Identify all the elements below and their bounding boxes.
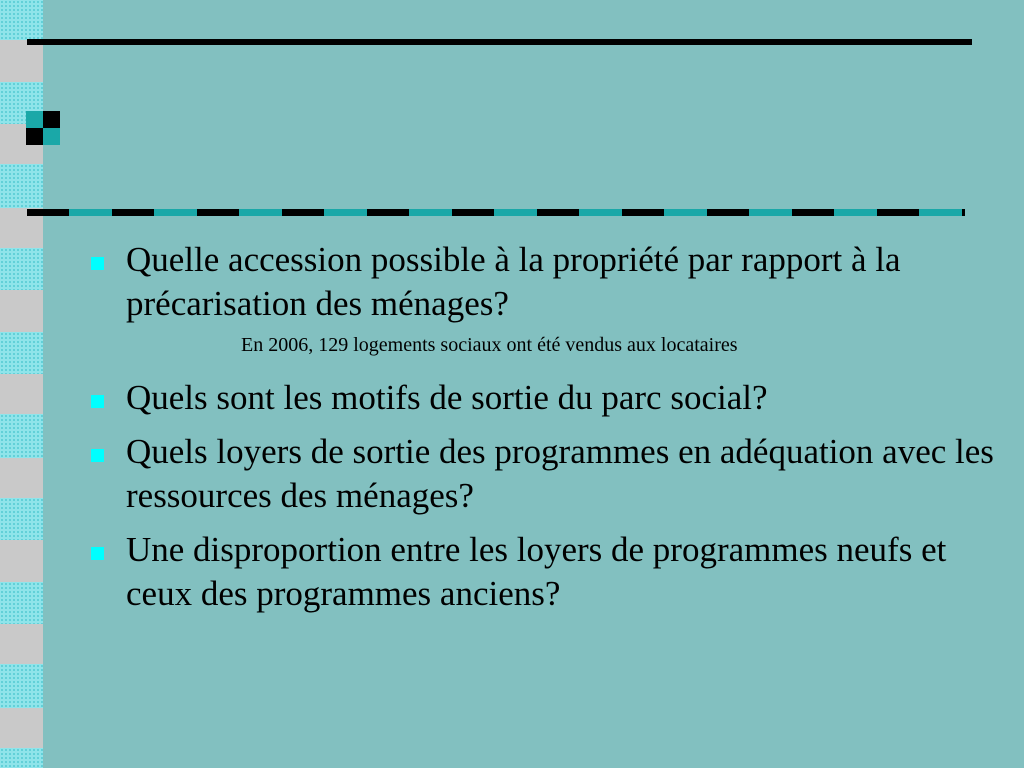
strip-block — [0, 748, 43, 768]
strip-block — [0, 458, 43, 498]
bullet-text: Quels loyers de sortie des programmes en adéquation avec les ressources des ménages? — [126, 432, 994, 515]
strip-block — [0, 248, 43, 290]
strip-block — [0, 498, 43, 540]
sub-note: En 2006, 129 logements sociaux ont été vendus aux locataires — [241, 334, 738, 356]
bullet-text: Quels sont les motifs de sortie du parc social? — [126, 378, 768, 417]
top-rule — [27, 39, 972, 45]
square-bullet-icon — [91, 449, 104, 462]
checker-square-icon — [26, 111, 60, 145]
strip-block — [0, 540, 43, 582]
dashed-rule — [27, 209, 965, 216]
bullet-text: Quelle accession possible à la propriété par rapport à la précarisation des ménages? — [126, 240, 901, 323]
list-item — [88, 376, 1018, 420]
strip-block — [0, 414, 43, 458]
strip-block — [0, 708, 43, 748]
strip-block — [0, 332, 43, 374]
strip-block — [0, 0, 43, 40]
bullet-list — [88, 238, 1018, 626]
square-bullet-icon — [91, 257, 104, 270]
strip-block — [0, 40, 43, 82]
square-bullet-icon — [91, 547, 104, 560]
strip-block — [0, 582, 43, 624]
strip-block — [0, 374, 43, 414]
strip-block — [0, 164, 43, 208]
strip-block — [0, 624, 43, 664]
strip-block — [0, 664, 43, 708]
square-bullet-icon — [91, 395, 104, 408]
list-item — [88, 238, 1018, 326]
strip-block — [0, 290, 43, 332]
bullet-text: Une disproportion entre les loyers de programmes neufs et ceux des programmes anciens? — [126, 530, 947, 613]
list-item — [88, 430, 1018, 518]
list-item — [88, 528, 1018, 616]
